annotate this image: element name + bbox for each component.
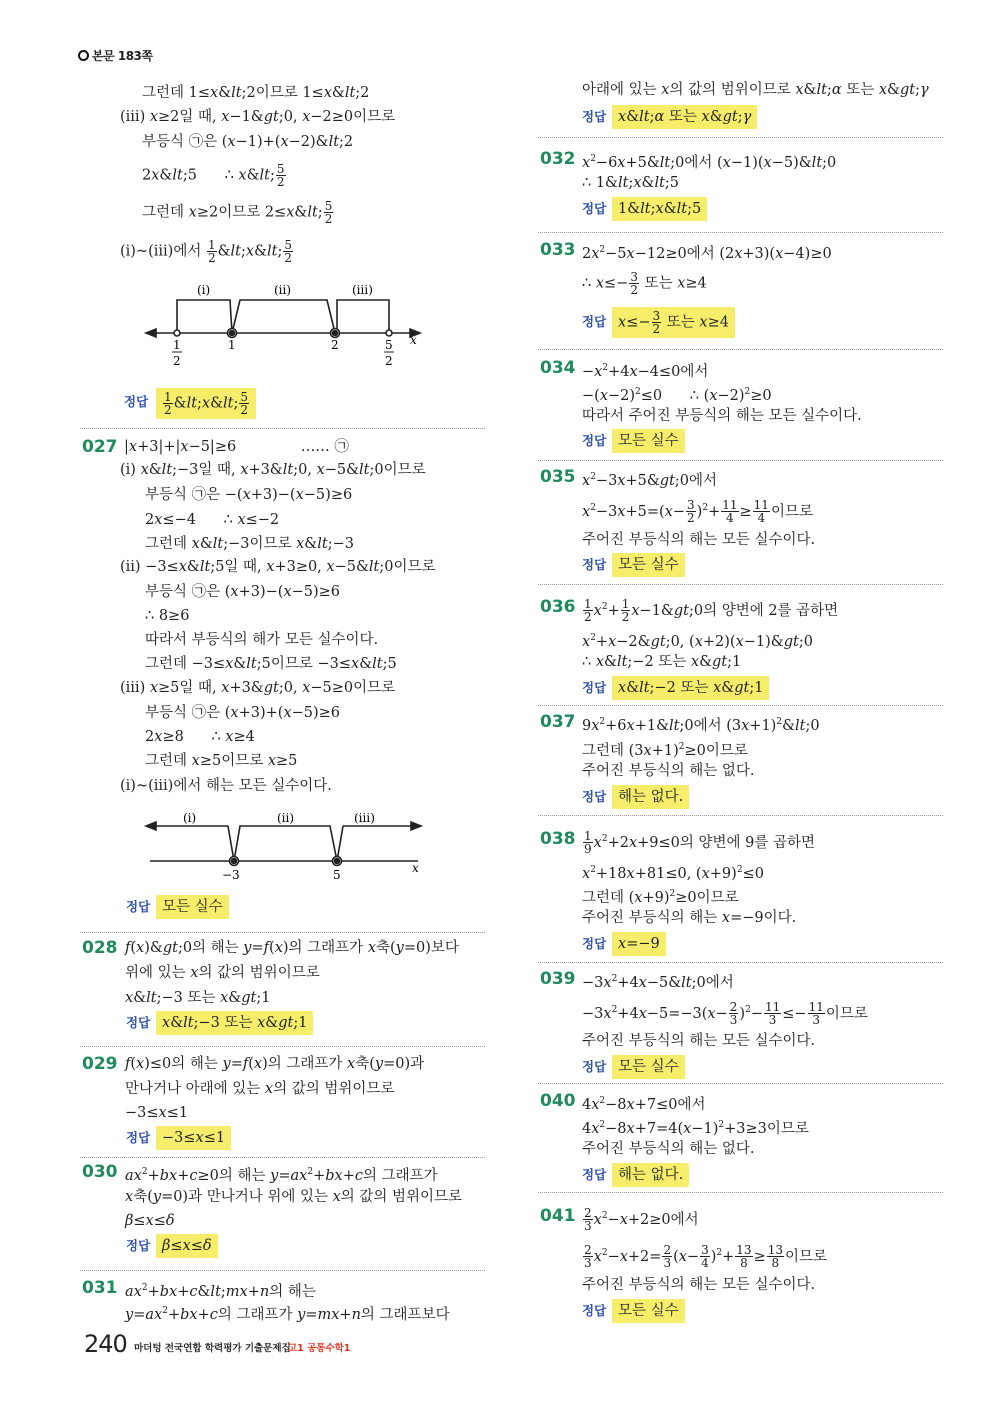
solution-line: $-3x^2+4x-5\&lt;0$에서: [582, 974, 734, 991]
tick-label: 2: [173, 354, 181, 368]
answer-label: 정답: [126, 1238, 151, 1253]
fraction: $\frac{3}{2}$: [687, 498, 695, 526]
answer-label: 정답: [582, 789, 607, 804]
region-label: (ⅰ): [183, 811, 197, 825]
answer-label: 정답: [582, 557, 607, 572]
solution-line: 아래에 있는 x의 값의 범위이므로 x&lt;α 또는 x&gt;γ: [582, 82, 929, 98]
problem-number: 028: [82, 938, 118, 958]
fraction: $\frac{2}{3}$: [663, 1243, 672, 1271]
fraction: $\frac{1}{9}$: [584, 829, 592, 857]
fraction: $\frac{3}{4}$: [701, 1243, 709, 1271]
solution-line: x축(y=0)과 만나거나 위에 있는 x의 값의 범위이므로: [125, 1189, 463, 1205]
answer-highlight: 모든 실수: [612, 553, 685, 577]
fraction: $\frac{3}{2}$: [652, 309, 661, 336]
divider: [538, 815, 943, 816]
answer-highlight: −3≤x≤1: [156, 1126, 231, 1150]
solution-line: $ax^2+bx+c\&lt;mx+n$의 해는: [125, 1283, 316, 1300]
solution-line: 부등식 ㉠은 (x+3)+(x−5)≥6: [145, 705, 341, 721]
divider: [80, 1270, 485, 1271]
book-title: 마더텅 전국연합 학력평가 기출문제집: [134, 1343, 291, 1354]
solution-line: −3≤x≤1: [125, 1105, 189, 1121]
divider: [80, 932, 485, 933]
number-line-027: [146, 822, 421, 866]
answer-label: 정답: [124, 394, 149, 409]
region-label: (ⅲ): [354, 811, 375, 825]
problem-number: 038: [540, 829, 576, 849]
tick-label: 5: [333, 868, 341, 882]
solution-line: 그런데 x&lt;−3이므로 x&lt;−3: [145, 536, 354, 552]
solution-line: $-3x^2+4x-5=-3(x-$ $\frac{2}{3}$ )$^2$− $\frac{11}{3}$ ≤− $\frac{11}{3}$ 이므로: [582, 1000, 868, 1028]
answer-highlight: x&lt;−3 또는 x&gt;1: [156, 1011, 313, 1035]
solution-line: 그런데 x≥2이므로 2≤x&lt; $\frac{5}{2}$: [142, 199, 333, 226]
divider: [538, 232, 943, 233]
solution-line: 그런데 1≤x&lt;2이므로 1≤x&lt;2: [142, 85, 370, 101]
divider: [538, 1083, 943, 1084]
fraction: $\frac{1}{2}$: [621, 597, 630, 625]
solution-line: (ⅰ)~(ⅲ)에서 해는 모든 실수이다.: [120, 778, 332, 794]
answer-highlight: 모든 실수: [612, 1055, 685, 1079]
divider: [80, 428, 485, 429]
solution-line: $x^2-3x+5\&gt;0$에서: [582, 472, 718, 489]
page-reference-text: 본문 183쪽: [92, 49, 153, 63]
answer-highlight: 1&lt;x&lt;5: [612, 197, 707, 221]
fraction: $\frac{5}{2}$: [284, 238, 292, 265]
divider: [538, 1192, 943, 1193]
divider: [538, 460, 943, 461]
fraction: $\frac{11}{3}$: [764, 1000, 781, 1028]
solution-line: 주어진 부등식의 해는 모든 실수이다.: [582, 532, 816, 548]
solution-line: $x^2+18x+81\le 0$, $(x+9)^2\le 0$: [582, 865, 764, 882]
solution-line: 2x≤−4 ∴ x≤−2: [145, 512, 280, 528]
solution-line: β≤x≤δ: [125, 1213, 175, 1229]
solution-line: 부등식 ㉠은 (x+3)−(x−5)≥6: [145, 584, 341, 600]
region-label: (ⅰ): [197, 283, 211, 297]
problem-number: 033: [540, 240, 576, 260]
fraction: $\frac{5}{2}$: [240, 390, 249, 417]
divider: [80, 1046, 485, 1047]
problem-number: 037: [540, 712, 576, 732]
answer-label: 정답: [582, 433, 607, 448]
answer-label: 정답: [582, 109, 607, 124]
answer-label: 정답: [582, 1059, 607, 1074]
fraction: $\frac{11}{4}$: [753, 498, 769, 526]
number-line-026: [146, 300, 420, 352]
answer-highlight: x=−9: [612, 932, 666, 956]
fraction: $\frac{2}{3}$: [584, 1243, 592, 1271]
solution-line: ∴ 8≥6: [145, 608, 190, 624]
fraction: $\frac{2}{3}$: [729, 1000, 738, 1028]
solution-line: $y=ax^2+bx+c$의 그래프가 y=mx+n의 그래프보다: [125, 1306, 450, 1323]
tick-label: 5: [385, 338, 393, 352]
solution-line: ∴ x&lt;−2 또는 x&gt;1: [582, 654, 742, 670]
solution-line: 주어진 부등식의 해는 없다.: [582, 1141, 755, 1157]
answer-label: 정답: [582, 680, 607, 695]
fraction: $\frac{1}{2}$: [207, 238, 216, 265]
tick-label: 2: [385, 354, 393, 368]
problem-number: 034: [540, 358, 576, 378]
solution-line: $\frac{2}{3}$ $x^2-x+2=$ $\frac{2}{3}$ (x− $\frac{3}{4}$ )$^2$+ $\frac{13}{8}$ ≥ $\frac{13}{8}$ 이므로: [584, 1243, 828, 1271]
page-number: 240: [84, 1330, 127, 1358]
answer-highlight: x&lt;α 또는 x&gt;γ: [612, 105, 757, 129]
answer-highlight: β≤x≤δ: [156, 1234, 218, 1258]
solution-line: ∴ 1&lt;x&lt;5: [582, 175, 680, 191]
answer-label: 정답: [126, 1130, 151, 1145]
axis-label: x: [410, 333, 417, 347]
fraction: $\frac{2}{3}$: [584, 1206, 592, 1234]
answer-highlight: 모든 실수: [612, 1299, 685, 1323]
solution-line: (ⅰ)~(ⅲ)에서 $\frac{1}{2}$ &lt;x&lt; $\frac{5}{2}$: [120, 238, 292, 265]
answer-highlight: 모든 실수: [156, 895, 229, 919]
problem-number: 027: [82, 437, 118, 457]
problem-number: 031: [82, 1278, 118, 1298]
solution-line: $-x^2+4x-4\le 0$에서: [582, 363, 709, 380]
solution-line: (ⅱ) −3≤x&lt;5일 때, x+3≥0, x−5&lt;0이므로: [120, 559, 436, 575]
solution-line: $x^2-6x+5\&lt;0$에서 (x−1)(x−5)&lt;0: [582, 154, 837, 171]
divider: [538, 584, 943, 585]
divider: [538, 137, 943, 138]
solution-line: f(x)&gt;0의 해는 y=f(x)의 그래프가 x축(y=0)보다: [125, 940, 459, 956]
answer-label: 정답: [582, 201, 607, 216]
solution-line: 부등식 ㉠은 (x−1)+(x−2)&lt;2: [142, 134, 354, 150]
solution-line: $4x^2-8x+7\le 0$에서: [582, 1096, 706, 1113]
solution-line: 주어진 부등식의 해는 모든 실수이다.: [582, 1277, 816, 1293]
solution-line: (ⅲ) x≥5일 때, x+3&gt;0, x−5≥0이므로: [120, 680, 396, 696]
solution-line: x&lt;−3 또는 x&gt;1: [125, 990, 271, 1006]
problem-number: 029: [82, 1054, 118, 1074]
solution-line: 2x&lt;5 ∴ x&lt; $\frac{5}{2}$: [142, 162, 285, 189]
fraction: $\frac{5}{2}$: [324, 199, 333, 226]
solution-line: 부등식 ㉠은 −(x+3)−(x−5)≥6: [145, 487, 353, 503]
tick-label: −3: [222, 868, 240, 882]
answer-highlight: x&lt;−2 또는 x&gt;1: [612, 676, 769, 700]
fraction: $\frac{13}{8}$: [736, 1243, 752, 1271]
problem-number: 036: [540, 597, 576, 617]
answer-label: 정답: [582, 1303, 607, 1318]
region-label: (ⅱ): [274, 283, 292, 297]
region-label: (ⅲ): [352, 283, 373, 297]
solution-line: $\frac{2}{3}$ $x^2-x+2\ge 0$에서: [584, 1206, 699, 1234]
problem-number: 041: [540, 1206, 576, 1226]
region-label: (ⅱ): [277, 811, 295, 825]
solution-line: 2x≥8 ∴ x≥4: [145, 729, 255, 745]
tick-label: 1: [228, 338, 236, 352]
solution-line: $\frac{1}{9}$ $x^2+2x+9\le 0$의 양변에 9를 곱하면: [584, 829, 815, 857]
fraction: $\frac{1}{2}$: [584, 597, 592, 625]
fraction: $\frac{11}{4}$: [722, 498, 738, 526]
divider: [538, 705, 943, 706]
solution-line: $\frac{1}{2}$ $x^2+$ $\frac{1}{2}$ x−1&gt;0의 양변에 2를 곱하면: [584, 597, 839, 625]
answer-label: 정답: [126, 899, 151, 914]
solution-line: 만나거나 아래에 있는 x의 값의 범위이므로: [125, 1081, 395, 1097]
solution-line: 그런데 x≥5이므로 x≥5: [145, 753, 298, 769]
solution-line: ∴ x≤− $\frac{3}{2}$ 또는 x≥4: [582, 270, 707, 297]
solution-line: 그런데 −3≤x&lt;5이므로 −3≤x&lt;5: [145, 656, 397, 672]
answer-highlight: 모든 실수: [612, 429, 685, 453]
answer-label: 정답: [582, 1167, 607, 1182]
fraction: $\frac{13}{8}$: [767, 1243, 784, 1271]
answer-highlight: $\frac{1}{2}$ &lt;x&lt; $\frac{5}{2}$: [156, 388, 256, 419]
fraction: $\frac{1}{2}$: [164, 390, 172, 417]
answer-label: 정답: [126, 1015, 151, 1030]
solution-line: 주어진 부등식의 해는 x=−9이다.: [582, 910, 797, 926]
problem-number: 040: [540, 1091, 576, 1111]
fraction: $\frac{3}{2}$: [630, 270, 638, 297]
solution-line: $9x^2+6x+1\&lt;0$에서 $(3x+1)^2\&lt;0$: [582, 717, 820, 734]
solution-line: |x+3|+|x−5|≥6 …… ㉠: [124, 439, 349, 455]
tick-label: 2: [331, 338, 339, 352]
solution-line: (ⅲ) x≥2일 때, x−1&gt;0, x−2≥0이므로: [120, 109, 396, 125]
fraction: $\frac{5}{2}$: [276, 162, 285, 189]
problem-number: 035: [540, 467, 576, 487]
fraction: $\frac{11}{3}$: [808, 1000, 824, 1028]
solution-line: f(x)≤0의 해는 y=f(x)의 그래프가 x축(y=0)과: [125, 1056, 425, 1072]
solution-line: 위에 있는 x의 값의 범위이므로: [125, 965, 320, 981]
solution-line: 그런데 $(3x+1)^2\ge 0$이므로: [582, 742, 748, 759]
book-subject: 고1 공통수학1: [288, 1343, 351, 1354]
solution-line: $-(x-2)^2\le 0$ ∴ $(x-2)^2\ge 0$: [582, 387, 772, 404]
answer-highlight: x≤− $\frac{3}{2}$ 또는 x≥4: [612, 307, 735, 338]
problem-number: 032: [540, 149, 576, 169]
solution-line: 따라서 부등식의 해가 모든 실수이다.: [145, 632, 379, 648]
solution-line: 따라서 주어진 부등식의 해는 모든 실수이다.: [582, 408, 862, 424]
solution-line: 그런데 $(x+9)^2\ge 0$이므로: [582, 889, 739, 906]
answer-label: 정답: [582, 936, 607, 951]
solution-line: $x^2+x-2\&gt;0$, (x+2)(x−1)&gt;0: [582, 633, 813, 650]
answer-label: 정답: [582, 314, 607, 329]
solution-line: 주어진 부등식의 해는 모든 실수이다.: [582, 1033, 816, 1049]
answer-highlight: 해는 없다.: [612, 785, 689, 809]
solution-line: 주어진 부등식의 해는 없다.: [582, 763, 755, 779]
tick-label: 1: [173, 338, 181, 352]
divider: [80, 1157, 485, 1158]
solution-line: $x^2-3x+5=(x-$ $\frac{3}{2}$ )$^2$+ $\frac{11}{4}$ ≥ $\frac{11}{4}$ 이므로: [582, 498, 813, 526]
divider: [538, 349, 943, 350]
problem-number: 039: [540, 969, 576, 989]
solution-line: $2x^2-5x-12\ge 0$에서 (2x+3)(x−4)≥0: [582, 245, 832, 262]
solution-line: (ⅰ) x&lt;−3일 때, x+3&lt;0, x−5&lt;0이므로: [120, 462, 426, 478]
divider: [538, 962, 943, 963]
solution-line: $4x^2-8x+7=4(x-1)^2+3\ge 3$이므로: [582, 1120, 809, 1137]
answer-highlight: 해는 없다.: [612, 1163, 689, 1187]
axis-label: x: [412, 861, 419, 875]
solution-line: $ax^2+bx+c\ge 0$의 해는 $y=ax^2+bx+c$의 그래프가: [125, 1167, 438, 1184]
problem-number: 030: [82, 1162, 118, 1182]
